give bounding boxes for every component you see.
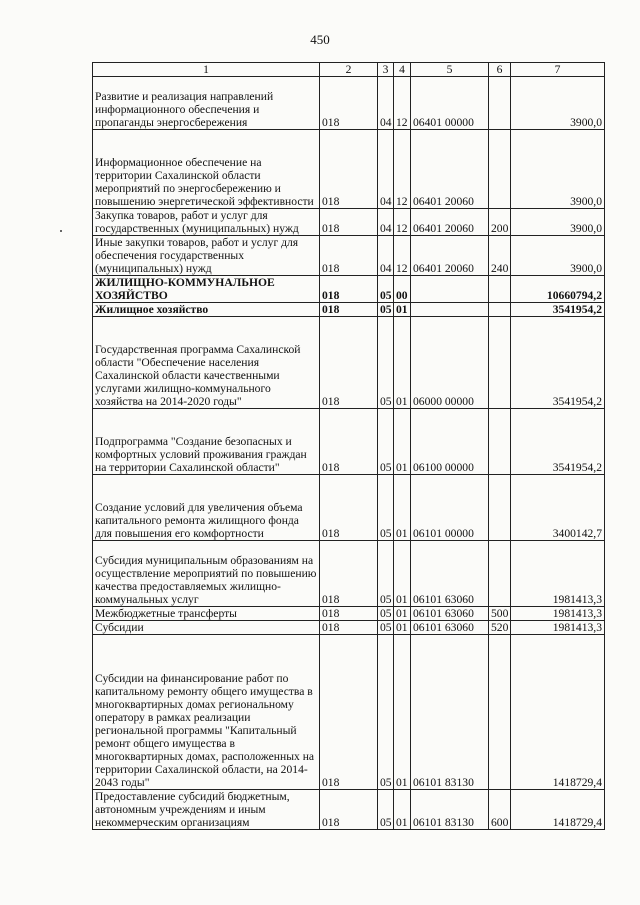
cell-item-name: Подпрограмма "Создание безопасных и комфортных условий проживания граждан на территории Сахалинской области" <box>93 409 320 475</box>
cell-amount: 1981413,3 <box>511 607 605 621</box>
cell-grbs-code: 018 <box>320 317 378 409</box>
cell-subsection: 12 <box>394 236 411 276</box>
table-row <box>93 621 605 635</box>
cell-expense-type <box>489 409 511 475</box>
cell-amount: 3541954,2 <box>511 409 605 475</box>
cell-grbs-code: 018 <box>320 276 378 303</box>
cell-grbs-code: 018 <box>320 621 378 635</box>
header-col-4: 4 <box>394 63 411 77</box>
table-row <box>93 303 605 317</box>
cell-amount: 3541954,2 <box>511 317 605 409</box>
table-row <box>93 77 605 130</box>
cell-expense-type <box>489 276 511 303</box>
cell-subsection: 01 <box>394 790 411 830</box>
cell-subsection: 00 <box>394 276 411 303</box>
cell-amount: 1418729,4 <box>511 635 605 790</box>
cell-grbs-code: 018 <box>320 635 378 790</box>
cell-item-name: Создание условий для увеличения объема капитального ремонта жилищного фонда для повышения его комфортности <box>93 475 320 541</box>
cell-grbs-code: 018 <box>320 409 378 475</box>
cell-grbs-code: 018 <box>320 130 378 209</box>
cell-expense-type <box>489 541 511 607</box>
cell-section: 04 <box>378 236 394 276</box>
cell-item-name: Субсидия муниципальным образованиям на осуществление мероприятий по повышению качества предоставляемых жилищно-коммунальных услуг <box>93 541 320 607</box>
cell-grbs-code: 018 <box>320 209 378 236</box>
cell-expense-type <box>489 130 511 209</box>
cell-target-article: 06401 20060 <box>411 209 489 236</box>
cell-item-name: Информационное обеспечение на территории Сахалинской области мероприятий по энергосбережению и повышению энергетической эффективности <box>93 130 320 209</box>
header-col-3: 3 <box>378 63 394 77</box>
cell-expense-type <box>489 303 511 317</box>
cell-subsection: 01 <box>394 475 411 541</box>
cell-amount: 10660794,2 <box>511 276 605 303</box>
cell-item-name: Иные закупки товаров, работ и услуг для обеспечения государственных (муниципальных) нужд <box>93 236 320 276</box>
cell-subsection: 01 <box>394 635 411 790</box>
cell-subsection: 01 <box>394 317 411 409</box>
cell-item-name: Развитие и реализация направлений информационного обеспечения и пропаганды энергосбережения <box>93 77 320 130</box>
table-row <box>93 541 605 607</box>
cell-subsection: 01 <box>394 621 411 635</box>
cell-target-article: 06101 63060 <box>411 607 489 621</box>
cell-subsection: 01 <box>394 303 411 317</box>
cell-amount: 3400142,7 <box>511 475 605 541</box>
cell-grbs-code: 018 <box>320 475 378 541</box>
cell-section: 04 <box>378 77 394 130</box>
cell-grbs-code: 018 <box>320 77 378 130</box>
cell-subsection: 12 <box>394 209 411 236</box>
cell-expense-type: 500 <box>489 607 511 621</box>
cell-item-name: Субсидии <box>93 621 320 635</box>
cell-section: 05 <box>378 607 394 621</box>
cell-target-article: 06401 00000 <box>411 77 489 130</box>
table-row <box>93 276 605 303</box>
page-number: 450 <box>310 32 330 47</box>
cell-item-name: Государственная программа Сахалинской области "Обеспечение населения Сахалинской области качественными услугами жилищно-коммунального хозяйства на 2014-2020 годы" <box>93 317 320 409</box>
cell-section: 05 <box>378 635 394 790</box>
cell-item-name: Предоставление субсидий бюджетным, автономным учреждениям и иным некоммерческим организациям <box>93 790 320 830</box>
cell-grbs-code: 018 <box>320 541 378 607</box>
cell-subsection: 12 <box>394 77 411 130</box>
cell-grbs-code: 018 <box>320 790 378 830</box>
cell-item-name: Жилищное хозяйство <box>93 303 320 317</box>
cell-target-article: 06000 00000 <box>411 317 489 409</box>
cell-item-name: ЖИЛИЩНО-КОММУНАЛЬНОЕ ХОЗЯЙСТВО <box>93 276 320 303</box>
cell-subsection: 01 <box>394 607 411 621</box>
cell-amount: 1981413,3 <box>511 541 605 607</box>
table-row <box>93 475 605 541</box>
cell-amount: 1418729,4 <box>511 790 605 830</box>
cell-section: 05 <box>378 303 394 317</box>
cell-expense-type: 200 <box>489 209 511 236</box>
header-col-5: 5 <box>411 63 489 77</box>
table-row <box>93 209 605 236</box>
cell-target-article: 06101 83130 <box>411 635 489 790</box>
cell-target-article: 06401 20060 <box>411 130 489 209</box>
table-row <box>93 130 605 209</box>
table-row <box>93 317 605 409</box>
cell-expense-type: 520 <box>489 621 511 635</box>
cell-expense-type: 600 <box>489 790 511 830</box>
cell-section: 05 <box>378 790 394 830</box>
cell-section: 05 <box>378 317 394 409</box>
cell-target-article: 06101 00000 <box>411 475 489 541</box>
cell-expense-type: 240 <box>489 236 511 276</box>
cell-target-article <box>411 303 489 317</box>
cell-section: 04 <box>378 130 394 209</box>
budget-table <box>92 62 605 830</box>
cell-target-article: 06100 00000 <box>411 409 489 475</box>
header-col-2: 2 <box>320 63 378 77</box>
cell-grbs-code: 018 <box>320 236 378 276</box>
cell-subsection: 01 <box>394 409 411 475</box>
cell-section: 05 <box>378 276 394 303</box>
cell-grbs-code: 018 <box>320 607 378 621</box>
cell-amount: 3900,0 <box>511 130 605 209</box>
cell-amount: 3900,0 <box>511 209 605 236</box>
cell-expense-type <box>489 475 511 541</box>
cell-section: 04 <box>378 209 394 236</box>
cell-item-name: Закупка товаров, работ и услуг для государственных (муниципальных) нужд <box>93 209 320 236</box>
table-row <box>93 635 605 790</box>
header-col-1: 1 <box>93 63 320 77</box>
header-col-7: 7 <box>511 63 605 77</box>
table-row <box>93 236 605 276</box>
cell-target-article: 06401 20060 <box>411 236 489 276</box>
cell-section: 05 <box>378 409 394 475</box>
header-col-6: 6 <box>489 63 511 77</box>
cell-item-name: Межбюджетные трансферты <box>93 607 320 621</box>
cell-amount: 3900,0 <box>511 236 605 276</box>
cell-amount: 3900,0 <box>511 77 605 130</box>
cell-target-article: 06101 83130 <box>411 790 489 830</box>
cell-target-article: 06101 63060 <box>411 621 489 635</box>
cell-section: 05 <box>378 621 394 635</box>
cell-section: 05 <box>378 475 394 541</box>
cell-section: 05 <box>378 541 394 607</box>
table-row <box>93 409 605 475</box>
cell-item-name: Субсидии на финансирование работ по капитальному ремонту общего имущества в многоквартирных домах региональному оператору в рамках реализации региональной программы "Капитальный ремонт общего имущества в многоквартирных домах, расположенных на территории Сахалинской области, на 2014-2043 годы" <box>93 635 320 790</box>
cell-subsection: 12 <box>394 130 411 209</box>
cell-expense-type <box>489 77 511 130</box>
table-row <box>93 607 605 621</box>
cell-amount: 3541954,2 <box>511 303 605 317</box>
cell-target-article: 06101 63060 <box>411 541 489 607</box>
margin-mark <box>60 230 62 232</box>
cell-expense-type <box>489 317 511 409</box>
table-header-row <box>93 63 605 77</box>
cell-expense-type <box>489 635 511 790</box>
cell-amount: 1981413,3 <box>511 621 605 635</box>
cell-grbs-code: 018 <box>320 303 378 317</box>
cell-target-article <box>411 276 489 303</box>
cell-subsection: 01 <box>394 541 411 607</box>
table-row <box>93 790 605 830</box>
